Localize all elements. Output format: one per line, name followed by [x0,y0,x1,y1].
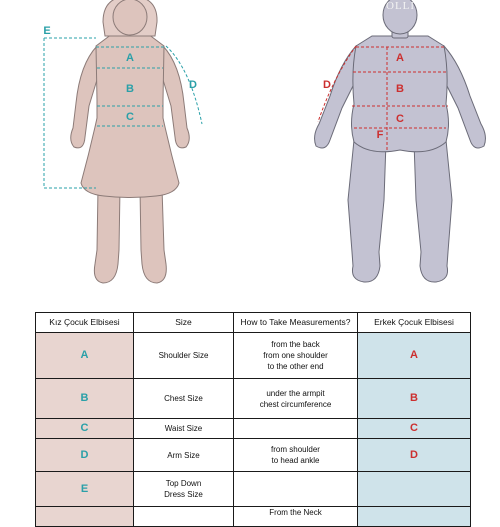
how-line: to head ankle [271,456,320,465]
how-line: under the armpit [266,388,325,398]
girl-letter-cell [36,507,134,527]
size-line: Chest Size [164,394,203,403]
size-cell [134,419,234,439]
how-cell [234,419,358,439]
how-cell [234,507,358,527]
girl-letter-cell: A [36,333,134,379]
girl-label-a: A [126,52,134,64]
table-row [36,472,471,507]
size-cell [134,379,234,419]
boy-letter-cell: B [358,379,471,419]
how-cell [234,439,358,472]
boy-label-b: B [396,83,404,95]
girl-letter-cell: C [36,419,134,439]
girl-letter-cell: B [36,379,134,419]
watermark: OLLI [386,0,416,12]
boy-letter-cell [358,472,471,507]
boy-letter-cell: C [358,419,471,439]
boy-left-leg [348,140,386,282]
how-line: from shoulder [271,445,320,454]
girl-letter-cell: E [36,472,134,507]
girl-right-leg [140,188,166,283]
girl-letter-cell: D [36,439,134,472]
header-girl-dress: Kız Çocuk Elbisesi [36,313,134,333]
table-row [36,439,471,472]
size-cell [134,507,234,527]
table-row [36,507,471,527]
girl-label-e: E [43,25,51,37]
size-line: Waist Size [164,424,203,433]
girl-label-d: D [189,79,197,91]
table-row [36,379,471,419]
how-line: to the other end [267,362,324,371]
girl-left-leg [94,188,120,283]
size-line: Shoulder Size [158,351,209,360]
header-size: Size [134,313,234,333]
boy-right-leg [414,140,452,282]
boy-label-d: D [323,79,331,91]
how-line: from one shoulder [263,351,328,360]
how-line: from the back [271,340,320,349]
girl-label-b: B [126,83,134,95]
boy-letter-cell: D [358,439,471,472]
boy-label-a: A [396,52,404,64]
header-how-to-measure: How to Take Measurements? [234,313,358,333]
boy-label-c: C [396,113,404,125]
size-cell [134,472,234,507]
size-cell [134,439,234,472]
boy-letter-cell: A [358,333,471,379]
size-cell [134,333,234,379]
size-line: Dress Size [164,490,203,499]
how-cell [234,379,358,419]
header-boy-dress: Erkek Çocuk Elbisesi [358,313,471,333]
boy-figure [315,0,486,282]
girl-label-c: C [126,111,134,123]
table-row [36,333,471,379]
table-row [36,419,471,439]
size-line: Arm Size [167,450,200,460]
measurement-table [35,312,471,527]
boy-letter-cell [358,507,471,527]
how-cell [234,333,358,379]
boy-label-f: F [376,129,384,141]
how-line: chest circumference [259,399,332,409]
size-line: Top Down [165,479,202,488]
table-header-row [36,313,471,333]
how-cell [234,472,358,507]
girl-face [113,0,147,35]
how-line: From the Neck [269,508,322,517]
girl-figure [71,0,190,283]
